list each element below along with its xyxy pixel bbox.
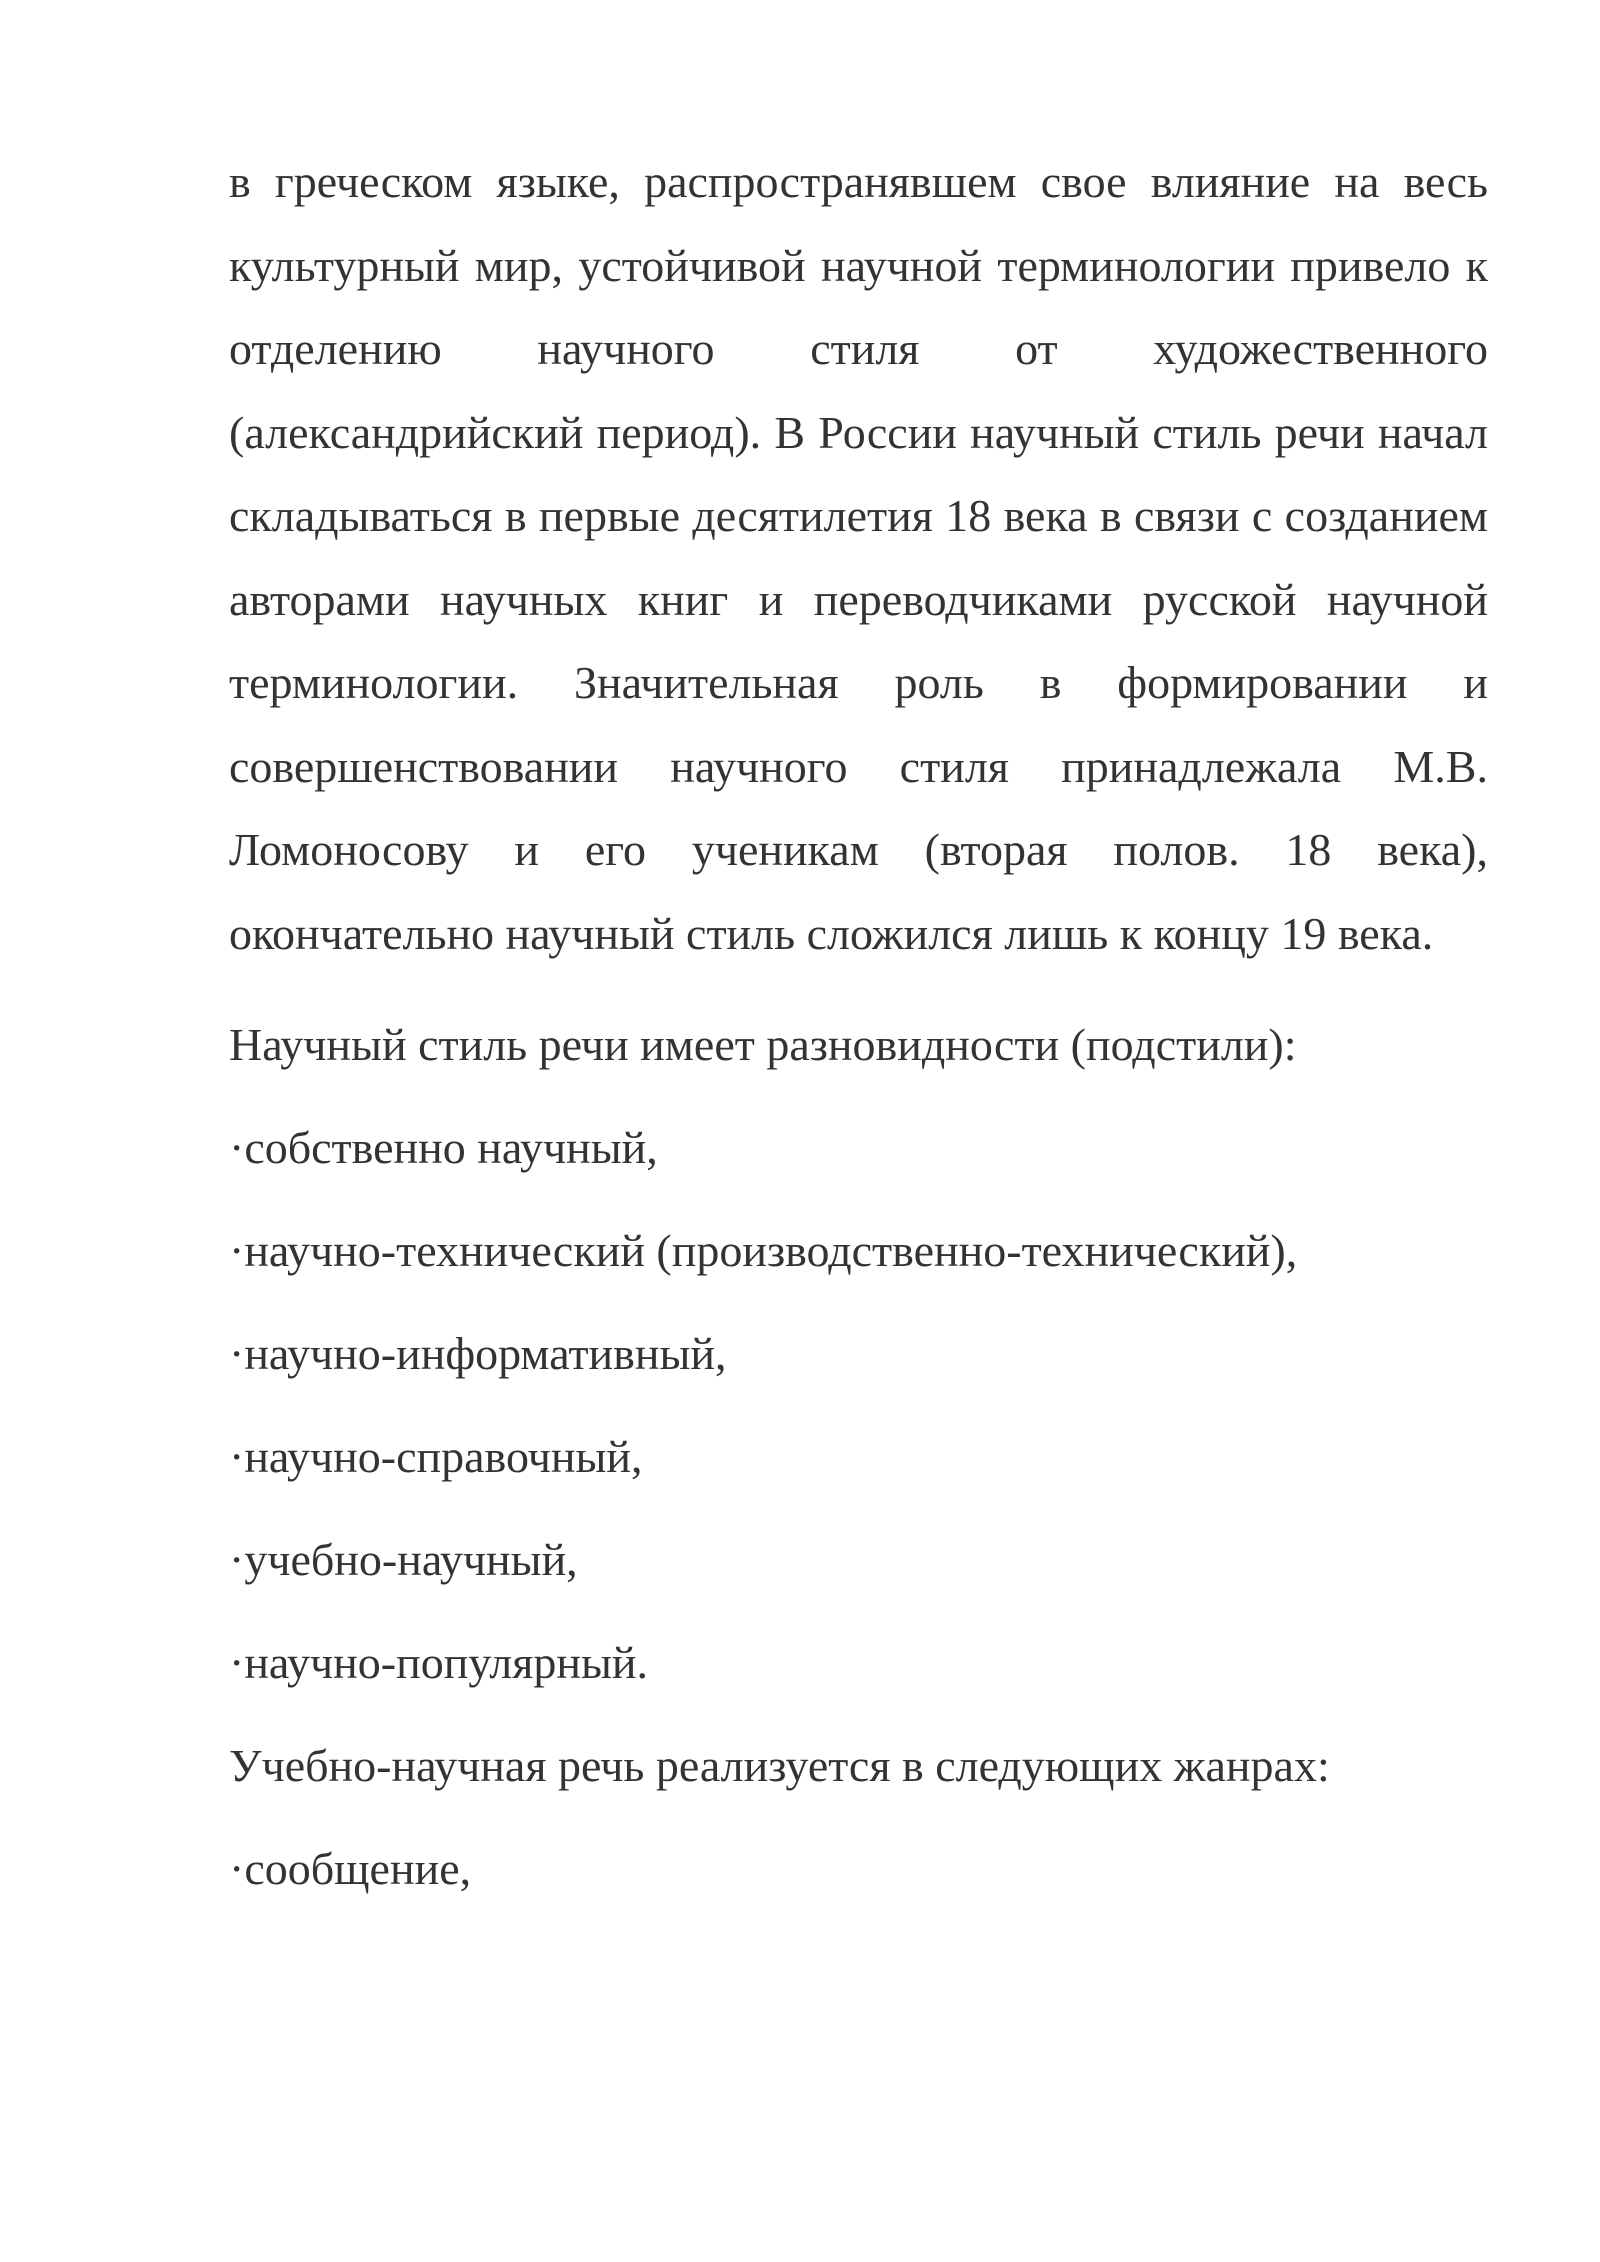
document-body — [229, 140, 1488, 1920]
paragraph-spacer — [229, 975, 1488, 993]
substyles-intro: Научный стиль речи имеет разновидности (подстили): — [229, 1019, 1297, 1070]
list-item: ·собственно научный, — [229, 1122, 658, 1173]
list-item: ·сообщение, — [229, 1843, 472, 1894]
genres-intro: Учебно-научная речь реализуется в следующих жанрах: — [229, 1740, 1330, 1791]
list-item: ·научно-информативный, — [229, 1328, 727, 1379]
list-item: ·научно-популярный. — [229, 1637, 649, 1688]
paragraph-history: в греческом языке, распространявшем свое влияние на весь культурный мир, устойчивой научной терминологии привело к отделению научного стиля от художественного (александрийский период). В России научный стиль речи начал складываться в первые десятилетия 18 века в связи с созданием авторами научных книг и переводчиками русской научной терминологии. Значительная роль в формировании и совершенствовании научного стиля принадлежала М.В. Ломоносову и его ученикам (вторая полов. 18 века), окончательно научный стиль сложился лишь к концу 19 века. — [229, 156, 1488, 959]
list-item: ·учебно-научный, — [229, 1534, 578, 1585]
list-item: ·научно-технический (производственно-технический), — [229, 1225, 1298, 1276]
list-item: ·научно-справочный, — [229, 1431, 643, 1482]
